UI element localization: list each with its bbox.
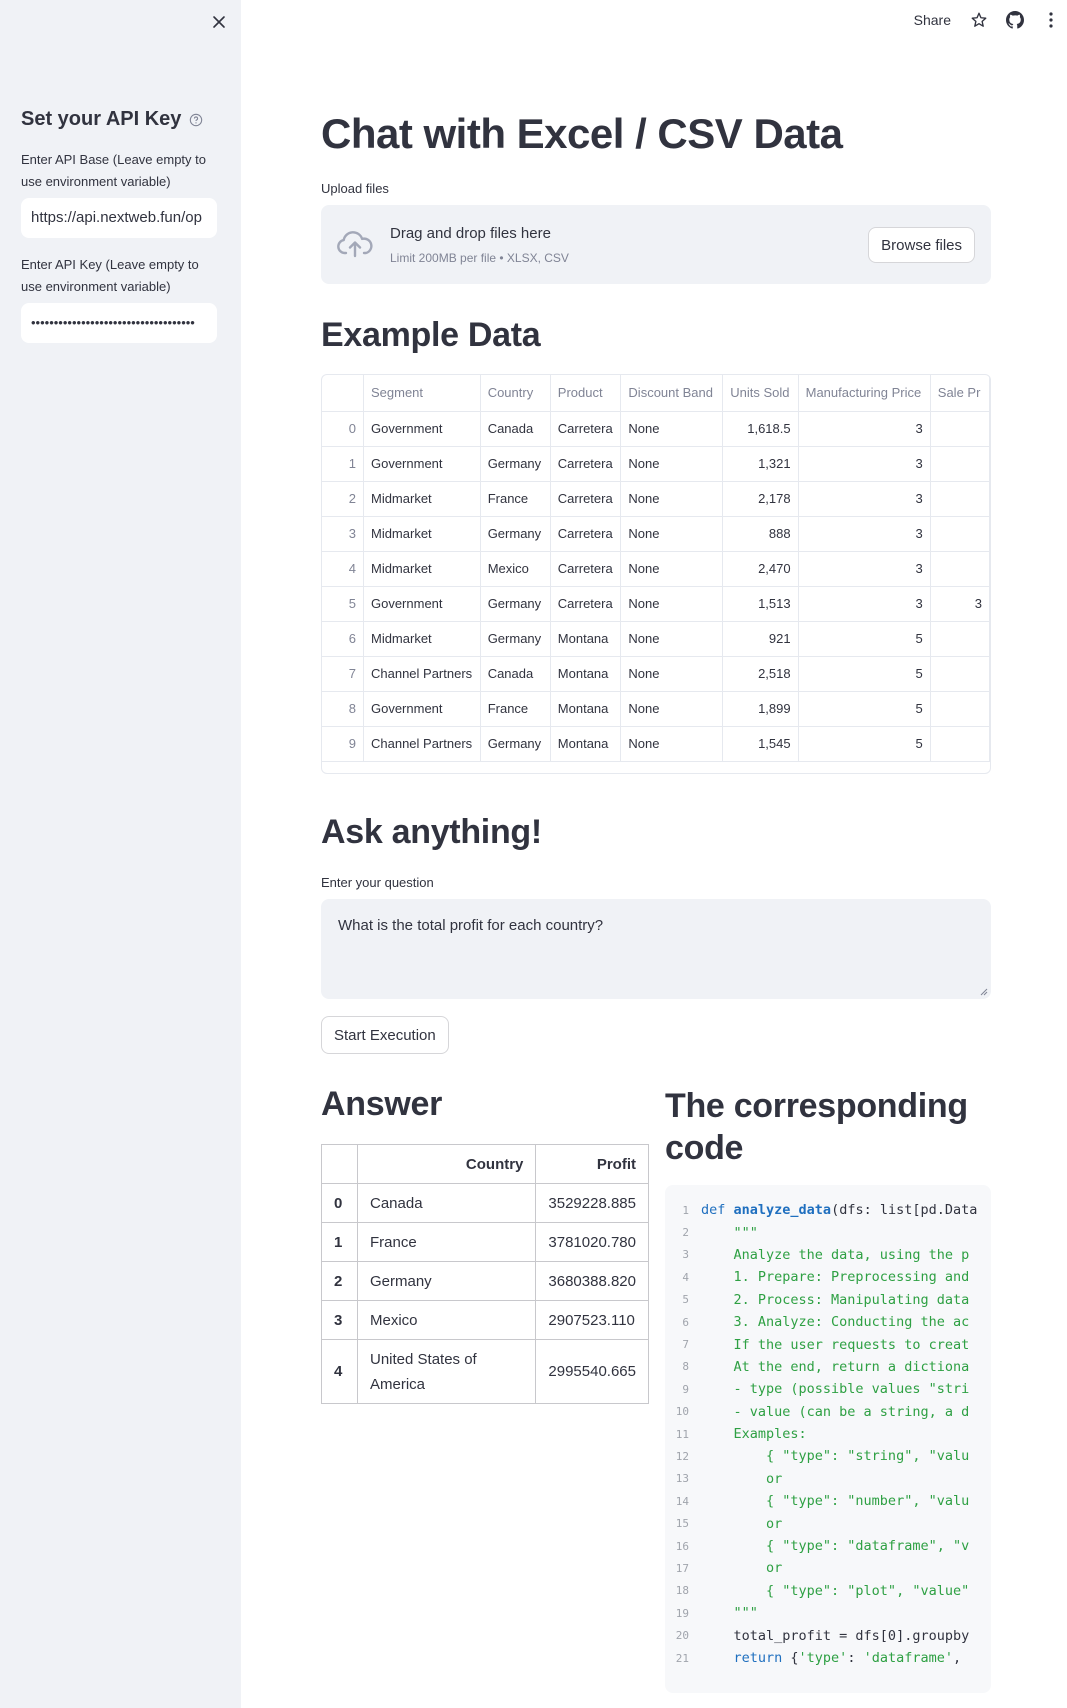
table-cell[interactable]: Government xyxy=(363,446,480,481)
star-icon xyxy=(970,11,988,29)
table-cell[interactable]: 2,178 xyxy=(723,481,798,516)
code-line xyxy=(665,1602,991,1624)
table-cell[interactable]: Montana xyxy=(550,691,621,726)
answer-cell: 3529228.885 xyxy=(536,1184,649,1223)
line-number: 2 xyxy=(682,1226,689,1240)
table-cell[interactable]: 1,618.5 xyxy=(723,411,798,446)
table-cell[interactable]: None xyxy=(621,516,723,551)
table-cell[interactable]: 3 xyxy=(798,411,930,446)
code-token: analyze_data xyxy=(733,1202,832,1219)
table-row xyxy=(322,516,990,551)
code-token: """ xyxy=(701,1605,758,1622)
code-line xyxy=(665,1401,991,1423)
table-cell[interactable]: Carretera xyxy=(550,586,621,621)
table-cell[interactable]: None xyxy=(621,621,723,656)
dropzone-limits: Limit 200MB per file • XLSX, CSV xyxy=(390,251,569,265)
table-cell[interactable]: 3 xyxy=(798,446,930,481)
table-row xyxy=(322,621,990,656)
close-icon xyxy=(206,9,232,35)
answer-row xyxy=(322,1223,649,1262)
row-index[interactable]: 2 xyxy=(322,481,363,516)
table-row xyxy=(322,481,990,516)
code-line xyxy=(665,1333,991,1355)
code-token: { "type": "string", "valu xyxy=(701,1448,970,1465)
line-number: 8 xyxy=(682,1360,689,1374)
code-line xyxy=(665,1266,991,1288)
table-cell[interactable]: Midmarket xyxy=(363,621,480,656)
table-cell[interactable]: None xyxy=(621,551,723,586)
close-sidebar-button[interactable] xyxy=(206,9,232,35)
table-cell[interactable]: 5 xyxy=(798,656,930,691)
table-cell[interactable] xyxy=(930,621,989,656)
table-cell[interactable]: 3 xyxy=(930,586,989,621)
code-token: total_profit = dfs[0].groupby xyxy=(701,1627,970,1644)
table-cell[interactable]: 3 xyxy=(798,481,930,516)
line-number: 19 xyxy=(675,1606,689,1620)
row-index[interactable]: 8 xyxy=(322,691,363,726)
code-line xyxy=(665,1289,991,1311)
table-cell[interactable]: Canada xyxy=(480,656,550,691)
table-cell[interactable]: 5 xyxy=(798,621,930,656)
more-vertical-icon xyxy=(1048,11,1054,29)
answer-row-index: 2 xyxy=(322,1262,358,1301)
row-index[interactable]: 9 xyxy=(322,726,363,761)
line-number: 1 xyxy=(682,1203,689,1217)
code-line xyxy=(665,1423,991,1445)
answer-row-index: 4 xyxy=(322,1340,358,1404)
code-line xyxy=(665,1557,991,1579)
answer-row xyxy=(322,1262,649,1301)
code-token: """ xyxy=(701,1224,758,1241)
share-button[interactable]: Share xyxy=(913,12,951,28)
table-row xyxy=(322,656,990,691)
table-cell[interactable]: Midmarket xyxy=(363,551,480,586)
api-key-input[interactable]: •••••••••••••••••••••••••••••••••••• xyxy=(21,303,217,343)
table-row xyxy=(322,411,990,446)
table-cell[interactable]: Germany xyxy=(480,446,550,481)
table-row xyxy=(322,586,990,621)
code-heading: The corresponding code xyxy=(665,1087,968,1167)
line-number: 20 xyxy=(675,1629,689,1643)
code-token: or xyxy=(701,1470,783,1487)
table-row xyxy=(322,726,990,761)
answer-table xyxy=(321,1144,649,1404)
line-number: 12 xyxy=(675,1449,689,1463)
table-cell[interactable]: Carretera xyxy=(550,446,621,481)
upload-label: Upload files xyxy=(321,181,389,196)
line-number: 21 xyxy=(675,1651,689,1665)
example-data-table[interactable] xyxy=(321,374,991,774)
table-cell[interactable]: 1,899 xyxy=(723,691,798,726)
column-header[interactable]: Units Sold xyxy=(723,375,798,411)
answer-cell: Canada xyxy=(358,1184,536,1223)
row-index[interactable]: 4 xyxy=(322,551,363,586)
sidebar xyxy=(0,0,241,1708)
answer-cell: Germany xyxy=(358,1262,536,1301)
code-line xyxy=(665,1535,991,1557)
table-cell[interactable] xyxy=(930,726,989,761)
code-token: { "type": "number", "valu xyxy=(701,1493,970,1510)
table-cell[interactable]: 5 xyxy=(798,726,930,761)
answer-cell: United States of America xyxy=(358,1340,536,1404)
table-cell[interactable]: 921 xyxy=(723,621,798,656)
code-line xyxy=(665,1311,991,1333)
line-number: 5 xyxy=(682,1293,689,1307)
code-token: (dfs: list[pd.Data xyxy=(831,1202,978,1219)
code-token: { "type": "dataframe", "v xyxy=(701,1538,970,1555)
code-token: 1. Prepare: Preprocessing and xyxy=(701,1269,970,1286)
answer-cell: France xyxy=(358,1223,536,1262)
code-line xyxy=(665,1244,991,1266)
column-header[interactable]: Sale Pr xyxy=(930,375,989,411)
table-cell[interactable]: Montana xyxy=(550,656,621,691)
file-uploader-dropzone[interactable] xyxy=(321,205,991,284)
column-header[interactable]: Product xyxy=(550,375,621,411)
answer-cell: 3781020.780 xyxy=(536,1223,649,1262)
table-cell[interactable]: 5 xyxy=(798,691,930,726)
code-line xyxy=(665,1647,991,1669)
code-line xyxy=(665,1512,991,1534)
code-line xyxy=(665,1580,991,1602)
line-number: 13 xyxy=(675,1472,689,1486)
sidebar-title-text: Set your API Key xyxy=(21,108,182,130)
github-button[interactable] xyxy=(1005,10,1025,30)
line-number: 9 xyxy=(682,1382,689,1396)
table-cell[interactable]: Germany xyxy=(480,621,550,656)
line-number: 10 xyxy=(675,1405,689,1419)
browse-files-button[interactable]: Browse files xyxy=(868,227,975,263)
table-cell[interactable] xyxy=(930,656,989,691)
code-token: - value (can be a string, a d xyxy=(701,1403,970,1420)
table-cell[interactable] xyxy=(930,691,989,726)
api-base-label: Enter API Base (Leave empty to use environment variable) xyxy=(21,152,206,189)
code-token: 'dataframe' xyxy=(863,1650,953,1666)
table-cell[interactable]: Mexico xyxy=(480,551,550,586)
row-index[interactable]: 6 xyxy=(322,621,363,656)
row-index[interactable]: 7 xyxy=(322,656,363,691)
table-cell[interactable]: 888 xyxy=(723,516,798,551)
table-cell[interactable]: 1,545 xyxy=(723,726,798,761)
page-title: Chat with Excel / CSV Data xyxy=(321,110,843,157)
row-index[interactable]: 1 xyxy=(322,446,363,481)
dropzone-instructions: Drag and drop files here xyxy=(390,225,551,242)
table-cell[interactable]: France xyxy=(480,481,550,516)
api-key-label: Enter API Key (Leave empty to use environment variable) xyxy=(21,257,199,294)
table-cell[interactable]: Germany xyxy=(480,726,550,761)
table-cell[interactable]: 2,518 xyxy=(723,656,798,691)
table-cell[interactable]: 3 xyxy=(798,586,930,621)
answer-row-index: 1 xyxy=(322,1223,358,1262)
table-cell[interactable]: Midmarket xyxy=(363,481,480,516)
code-block xyxy=(665,1185,991,1693)
question-textarea[interactable] xyxy=(321,899,991,999)
line-number: 18 xyxy=(675,1584,689,1598)
answer-cell: 2995540.665 xyxy=(536,1340,649,1404)
answer-column-header: Country xyxy=(358,1145,536,1184)
table-cell[interactable]: Carretera xyxy=(550,516,621,551)
table-cell[interactable]: Carretera xyxy=(550,411,621,446)
cloud-upload-icon xyxy=(336,228,374,260)
answer-column-header: Profit xyxy=(536,1145,649,1184)
table-cell[interactable]: Government xyxy=(363,411,480,446)
table-cell[interactable]: None xyxy=(621,586,723,621)
sidebar-title xyxy=(21,108,203,131)
table-row xyxy=(322,446,990,481)
column-header[interactable] xyxy=(322,375,363,411)
table-cell[interactable]: None xyxy=(621,446,723,481)
code-token: : xyxy=(847,1650,864,1666)
table-cell[interactable]: Channel Partners xyxy=(363,726,480,761)
line-number: 17 xyxy=(675,1561,689,1575)
line-number: 3 xyxy=(682,1248,689,1262)
table-cell[interactable]: Germany xyxy=(480,586,550,621)
column-header[interactable]: Manufacturing Price xyxy=(798,375,930,411)
table-cell[interactable]: Government xyxy=(363,586,480,621)
help-icon[interactable] xyxy=(189,113,203,127)
answer-cell: 3680388.820 xyxy=(536,1262,649,1301)
table-cell[interactable]: 1,513 xyxy=(723,586,798,621)
example-data-heading: Example Data xyxy=(321,316,541,354)
table-cell[interactable] xyxy=(930,516,989,551)
table-cell[interactable]: Channel Partners xyxy=(363,656,480,691)
line-number: 7 xyxy=(682,1338,689,1352)
answer-heading: Answer xyxy=(321,1085,443,1123)
table-cell[interactable]: France xyxy=(480,691,550,726)
code-token: def xyxy=(701,1202,734,1219)
table-cell[interactable]: Government xyxy=(363,691,480,726)
table-cell[interactable]: None xyxy=(621,656,723,691)
table-cell[interactable]: None xyxy=(621,691,723,726)
question-text: What is the total profit for each country? xyxy=(338,917,604,934)
code-line xyxy=(665,1378,991,1400)
answer-row xyxy=(322,1340,649,1404)
code-token: or xyxy=(701,1515,783,1532)
code-token: - type (possible values "stri xyxy=(701,1381,970,1398)
answer-row-index: 0 xyxy=(322,1184,358,1223)
row-index[interactable]: 5 xyxy=(322,586,363,621)
example-dataframe xyxy=(322,375,990,762)
column-header[interactable]: Country xyxy=(480,375,550,411)
table-cell[interactable]: Carretera xyxy=(550,551,621,586)
ask-heading: Ask anything! xyxy=(321,813,542,851)
table-cell[interactable] xyxy=(930,411,989,446)
code-token: Analyze the data, using the p xyxy=(701,1246,970,1263)
table-cell[interactable]: Germany xyxy=(480,516,550,551)
answer-row xyxy=(322,1301,649,1340)
row-index[interactable]: 0 xyxy=(322,411,363,446)
code-token: return xyxy=(701,1650,791,1666)
code-token: { xyxy=(790,1650,799,1666)
column-header[interactable]: Segment xyxy=(363,375,480,411)
main-menu-button[interactable] xyxy=(1041,10,1061,30)
line-number: 11 xyxy=(675,1427,689,1441)
answer-cell: Mexico xyxy=(358,1301,536,1340)
code-token: , xyxy=(953,1650,962,1666)
table-cell[interactable]: None xyxy=(621,411,723,446)
line-number: 14 xyxy=(675,1494,689,1508)
line-number: 6 xyxy=(682,1315,689,1329)
table-cell[interactable]: Montana xyxy=(550,726,621,761)
answer-cell: 2907523.110 xyxy=(536,1301,649,1340)
table-row xyxy=(322,691,990,726)
answer-row xyxy=(322,1184,649,1223)
code-token: 2. Process: Manipulating data xyxy=(701,1291,970,1308)
line-number: 16 xyxy=(675,1539,689,1553)
table-cell[interactable]: 3 xyxy=(798,516,930,551)
column-header[interactable]: Discount Band xyxy=(621,375,723,411)
code-line xyxy=(665,1221,991,1243)
api-base-input[interactable]: https://api.nextweb.fun/op xyxy=(21,198,217,238)
code-token: 3. Analyze: Conducting the ac xyxy=(701,1314,970,1331)
question-label: Enter your question xyxy=(321,875,434,890)
table-cell[interactable]: 2,470 xyxy=(723,551,798,586)
code-token: { "type": "plot", "value" xyxy=(701,1582,970,1599)
code-token: 'type' xyxy=(798,1650,848,1666)
code-line xyxy=(665,1199,991,1221)
table-row xyxy=(322,551,990,586)
answer-column-header xyxy=(322,1145,358,1184)
table-cell[interactable]: None xyxy=(621,481,723,516)
answer-row-index: 3 xyxy=(322,1301,358,1340)
table-cell[interactable] xyxy=(930,551,989,586)
code-line xyxy=(665,1445,991,1467)
table-cell[interactable]: Midmarket xyxy=(363,516,480,551)
table-cell[interactable]: Canada xyxy=(480,411,550,446)
table-cell[interactable]: None xyxy=(621,726,723,761)
code-token: At the end, return a dictiona xyxy=(701,1358,970,1375)
code-token: Examples: xyxy=(701,1426,807,1443)
toolbar xyxy=(914,0,1067,40)
github-icon xyxy=(1006,11,1024,29)
code-line xyxy=(665,1624,991,1646)
line-number: 4 xyxy=(682,1270,689,1284)
star-button[interactable] xyxy=(969,10,989,30)
code-line xyxy=(665,1468,991,1490)
code-token: If the user requests to creat xyxy=(701,1336,970,1353)
code-token: or xyxy=(701,1560,783,1577)
row-index[interactable]: 3 xyxy=(322,516,363,551)
line-number: 15 xyxy=(675,1517,689,1531)
table-cell[interactable]: Montana xyxy=(550,621,621,656)
table-cell[interactable]: 1,321 xyxy=(723,446,798,481)
table-cell[interactable] xyxy=(930,446,989,481)
table-cell[interactable]: 3 xyxy=(798,551,930,586)
resize-handle-icon[interactable] xyxy=(980,988,988,996)
code-line xyxy=(665,1490,991,1512)
table-cell[interactable] xyxy=(930,481,989,516)
table-cell[interactable]: Carretera xyxy=(550,481,621,516)
start-execution-button[interactable]: Start Execution xyxy=(321,1016,449,1054)
code-line xyxy=(665,1356,991,1378)
